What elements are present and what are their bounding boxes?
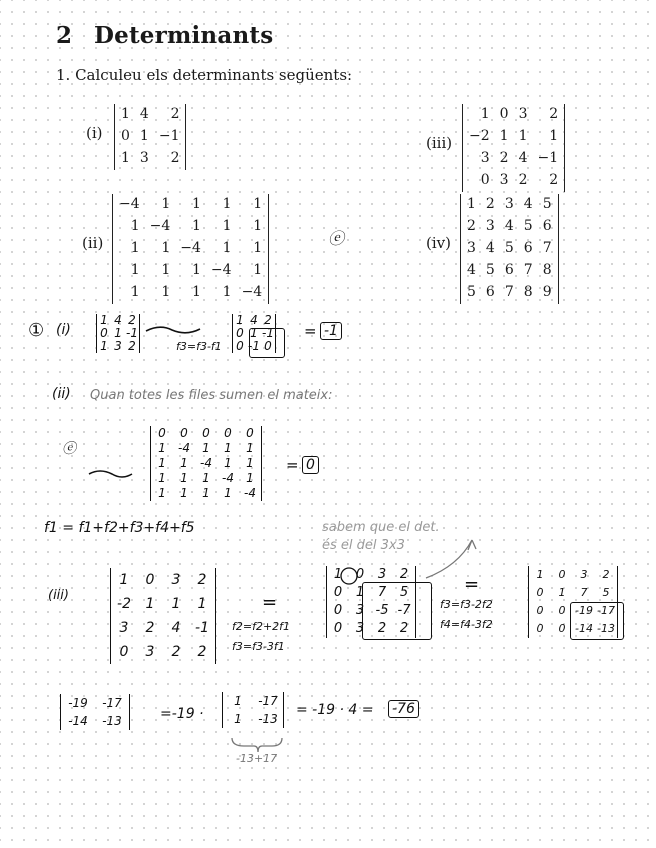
matrix-entry: 1: [161, 284, 171, 300]
matrix-entry: −4: [149, 218, 171, 234]
handwritten-entry: 1: [246, 456, 254, 470]
matrix-entry: −4: [119, 196, 140, 212]
matrix-entry: −4: [180, 240, 201, 256]
handwritten-entry: 1: [246, 471, 254, 485]
handwritten-entry: 1: [197, 596, 207, 612]
row-operation-iii-1: f2=f2+2f1: [232, 620, 291, 633]
handwritten-entry: 1: [114, 326, 122, 340]
handwritten-entry: 2: [264, 313, 272, 327]
matrix-entry: 1: [121, 106, 130, 122]
note-line-2: és el del 3x3: [322, 538, 405, 553]
row-operation-iii-3: f3=f3-2f2: [440, 598, 493, 611]
handwritten-entry: 1: [558, 586, 566, 599]
handwritten-entry: 3: [171, 572, 181, 588]
row-operation-i: f3=f3-f1: [176, 340, 222, 353]
matrix-entry: 7: [523, 262, 533, 278]
matrix-entry: 6: [485, 284, 495, 300]
matrix-entry: 1: [139, 128, 149, 144]
equals-i: =: [304, 322, 317, 340]
handwritten-entry: 1: [180, 456, 188, 470]
handwritten-entry: 0: [333, 603, 343, 618]
matrix-entry: 5: [504, 240, 514, 256]
matrix-entry: 2: [485, 196, 495, 212]
handwritten-entry: 1: [100, 339, 108, 353]
handwritten-row: [111, 640, 215, 664]
matrix-entry: 5: [542, 196, 552, 212]
submatrix-box-i: [249, 328, 285, 358]
handwritten-entry: 7: [580, 586, 588, 599]
side-annotation-mark: ⓔ: [328, 229, 345, 248]
note-line-1: sabem que el det.: [322, 520, 440, 535]
matrix-entry: 5: [485, 262, 495, 278]
result-ii: 0: [302, 456, 319, 474]
label-ii: (ii): [82, 234, 104, 252]
handwritten-entry: 1: [536, 568, 544, 581]
handwritten-entry: 1: [234, 712, 242, 726]
handwritten-row: [111, 568, 215, 592]
equivalence-tilde-ii: [89, 471, 132, 477]
solution-ii-label: (ii): [52, 386, 71, 402]
matrix-entry: 3: [139, 150, 149, 166]
matrix-entry: 5: [467, 284, 476, 300]
handwritten-entry: 3: [377, 567, 387, 582]
handwritten-entry: 4: [250, 313, 258, 327]
handwritten-entry: 3: [355, 621, 365, 636]
matrix-entry: 1: [222, 240, 232, 256]
brace-note: -13+17: [236, 752, 278, 765]
handwritten-row: [529, 566, 617, 584]
handwritten-entry: 1: [180, 486, 188, 500]
handwritten-entry: 3: [114, 339, 122, 353]
matrix-entry: 6: [504, 262, 514, 278]
handwritten-entry: 1: [246, 441, 254, 455]
matrix-entry: 4: [467, 262, 476, 278]
matrix-entry: 1: [518, 128, 528, 144]
equals-iii-2: =: [464, 574, 480, 595]
handwritten-matrix-ii: [150, 426, 262, 501]
solution-ii-mark: ⓔ: [62, 441, 76, 457]
matrix-entry: −1: [537, 150, 559, 166]
handwritten-entry: -2: [117, 596, 131, 612]
handwritten-entry: 0: [558, 604, 566, 617]
matrix-entry: 1: [130, 262, 140, 278]
handwritten-entry: 1: [202, 486, 210, 500]
handwritten-entry: -17: [258, 694, 278, 708]
matrix-entry: 3: [499, 172, 509, 188]
handwritten-entry: -4: [178, 441, 190, 455]
handwritten-entry: 0: [100, 326, 108, 340]
handwritten-entry: -1: [248, 339, 260, 353]
matrix-entry: 1: [192, 262, 201, 278]
handwritten-entry: 3: [580, 568, 588, 581]
handwritten-entry: 1: [158, 471, 166, 485]
label-i: (i): [86, 124, 103, 142]
handwritten-entry: 0: [536, 586, 544, 599]
matrix-entry: 2: [170, 106, 180, 122]
matrix-entry: 1: [480, 106, 490, 122]
handwritten-entry: 1: [171, 596, 181, 612]
handwritten-row: [111, 616, 215, 640]
handwritten-entry: -7: [397, 603, 411, 618]
handwritten-entry: 1: [224, 441, 232, 455]
handwritten-entry: 1: [250, 326, 258, 340]
handwritten-entry: -19: [68, 696, 88, 710]
result-i: -1: [320, 322, 342, 340]
handwritten-entry: 1: [202, 471, 210, 485]
handwritten-entry: 7: [377, 585, 387, 600]
matrix-entry: 2: [467, 218, 476, 234]
matrix-entry: 6: [542, 218, 552, 234]
handwritten-entry: -14: [575, 622, 593, 635]
matrix-entry: 4: [139, 106, 149, 122]
matrix-entry: 1: [192, 218, 201, 234]
matrix-entry: 3: [485, 218, 495, 234]
handwritten-entry: -17: [597, 604, 615, 617]
section-number: 2: [56, 22, 73, 49]
handwritten-entry: 2: [602, 568, 610, 581]
matrix-entry: 3: [467, 240, 476, 256]
matrix-entry: 1: [253, 218, 263, 234]
handwritten-entry: 2: [377, 621, 387, 636]
solution-ii-note: Quan totes les files sumen el mateix:: [90, 388, 333, 403]
handwritten-row: [151, 456, 261, 471]
handwritten-entry: -4: [244, 486, 256, 500]
handwritten-row: [151, 441, 261, 456]
matrix-entry: 1: [253, 240, 263, 256]
matrix-entry: 1: [192, 284, 201, 300]
handwritten-entry: 1: [158, 456, 166, 470]
handwritten-entry: 0: [558, 622, 566, 635]
label-iii: (iii): [426, 134, 453, 152]
handwritten-entry: -4: [200, 456, 212, 470]
equivalence-tilde: [146, 327, 200, 333]
matrix-entry: 5: [523, 218, 533, 234]
handwritten-entry: 2: [128, 339, 136, 353]
matrix-entry: 3: [504, 196, 514, 212]
matrix-entry: 6: [523, 240, 533, 256]
handwritten-entry: 1: [158, 486, 166, 500]
handwritten-entry: -4: [222, 471, 234, 485]
handwritten-entry: 0: [145, 572, 155, 588]
matrix-entry: 2: [549, 172, 559, 188]
matrix-entry: 1: [253, 196, 263, 212]
handwritten-entry: 2: [399, 567, 409, 582]
underbrace: [232, 738, 282, 752]
matrix-entry: 1: [192, 196, 201, 212]
handwritten-entry: -13: [597, 622, 615, 635]
handwritten-entry: 1: [224, 486, 232, 500]
result-iii: -76: [388, 700, 419, 718]
submatrix-box-iii-2: [362, 582, 432, 640]
matrix-entry: 1: [222, 196, 232, 212]
equals-iii-1: =: [262, 592, 278, 613]
handwritten-entry: 5: [399, 585, 409, 600]
handwritten-entry: 3: [145, 644, 155, 660]
handwritten-row: [61, 694, 129, 712]
matrix-entry: 2: [518, 172, 528, 188]
handwritten-row: [61, 712, 129, 730]
handwritten-entry: 1: [234, 694, 242, 708]
matrix-entry: 4: [485, 240, 495, 256]
handwritten-entry: 4: [114, 313, 122, 327]
handwritten-entry: 0: [333, 585, 343, 600]
exercise-statement: 1. Calculeu els determinants següents:: [56, 66, 353, 84]
row-sum-formula: f1 = f1+f2+f3+f4+f5: [44, 520, 195, 536]
handwritten-entry: 1: [119, 572, 129, 588]
handwritten-entry: 0: [158, 426, 166, 440]
matrix-entry: 4: [518, 150, 528, 166]
handwritten-entry: -13: [258, 712, 278, 726]
row-operation-iii-4: f4=f4-3f2: [440, 618, 493, 631]
handwritten-entry: 0: [246, 426, 254, 440]
handwritten-entry: 0: [536, 604, 544, 617]
handwritten-entry: -17: [102, 696, 122, 710]
matrix-entry: 7: [504, 284, 514, 300]
handwritten-entry: 3: [355, 603, 365, 618]
label-iv: (iv): [426, 234, 451, 252]
matrix-entry: 2: [549, 106, 559, 122]
matrix-entry: 1: [253, 262, 263, 278]
handwritten-entry: -14: [68, 714, 88, 728]
handwritten-entry: 0: [355, 567, 365, 582]
matrix-entry: 1: [130, 218, 140, 234]
handwritten-row: [151, 486, 261, 501]
handwritten-entry: 1: [145, 596, 155, 612]
matrix-entry: 1: [549, 128, 559, 144]
handwritten-entry: 5: [602, 586, 610, 599]
equals-iii-3: =-19 ·: [160, 706, 204, 722]
handwritten-entry: 0: [224, 426, 232, 440]
note-arrow: [426, 540, 472, 578]
matrix-entry: 0: [121, 128, 130, 144]
section-title: Determinants: [94, 22, 274, 49]
handwritten-row: [111, 592, 215, 616]
matrix-entry: 3: [480, 150, 490, 166]
handwritten-entry: -19: [575, 604, 593, 617]
handwritten-entry: 0: [333, 621, 343, 636]
handwritten-entry: 1: [236, 313, 244, 327]
matrix-entry: −4: [210, 262, 232, 278]
matrix-entry: 4: [504, 218, 514, 234]
handwritten-row: [151, 471, 261, 486]
handwritten-row: [223, 710, 283, 728]
matrix-entry: 1: [130, 240, 140, 256]
handwritten-entry: 3: [119, 620, 129, 636]
matrix-entry: 1: [161, 262, 171, 278]
handwritten-entry: 0: [536, 622, 544, 635]
handwritten-entry: 0: [180, 426, 188, 440]
solution-i-label: (i): [56, 322, 71, 338]
handwritten-entry: 1: [202, 441, 210, 455]
handwritten-entry: 1: [180, 471, 188, 485]
handwritten-entry: 0: [264, 339, 272, 353]
matrix-entry: −1: [158, 128, 180, 144]
matrix-entry: 8: [542, 262, 552, 278]
matrix-entry: 7: [542, 240, 552, 256]
matrix-entry: 1: [499, 128, 509, 144]
handwritten-entry: -5: [375, 603, 389, 618]
row-operation-iii-2: f3=f3-3f1: [232, 640, 285, 653]
matrix-entry: 3: [518, 106, 528, 122]
handwritten-entry: -1: [126, 326, 138, 340]
handwritten-entry: 2: [145, 620, 155, 636]
solution-iii-label: (iii): [48, 588, 69, 603]
handwritten-entry: 4: [171, 620, 181, 636]
matrix-entry: 0: [499, 106, 509, 122]
solution-marker: ①: [28, 320, 45, 341]
matrix-entry: −2: [469, 128, 490, 144]
matrix-entry: 1: [222, 284, 232, 300]
handwritten-matrix-iii-1: [110, 568, 216, 664]
handwritten-entry: 0: [558, 568, 566, 581]
matrix-entry: 0: [480, 172, 490, 188]
handwritten-entry: -1: [262, 326, 274, 340]
handwritten-entry: 1: [100, 313, 108, 327]
matrix-entry: 1: [222, 218, 232, 234]
handwritten-row: [223, 692, 283, 710]
equals-iii-4: = -19 · 4 =: [296, 702, 374, 718]
submatrix-box-iii-3: [570, 602, 624, 640]
handwritten-row: [151, 426, 261, 441]
handwritten-entry: 2: [171, 644, 181, 660]
handwritten-entry: -13: [102, 714, 122, 728]
matrix-entry: 2: [499, 150, 509, 166]
matrix-entry: 9: [542, 284, 552, 300]
handwritten-row: [529, 584, 617, 602]
matrix-entry: 1: [467, 196, 476, 212]
handwritten-entry: 1: [158, 441, 166, 455]
matrix-entry: 1: [121, 150, 130, 166]
matrix-entry: 2: [170, 150, 180, 166]
handwritten-entry: 1: [224, 456, 232, 470]
matrix-entry: 8: [523, 284, 533, 300]
handwritten-entry: -1: [195, 620, 209, 636]
handwritten-entry: 0: [119, 644, 129, 660]
handwritten-entry: 1: [333, 567, 343, 582]
handwritten-entry: 0: [202, 426, 210, 440]
handwritten-entry: 2: [197, 644, 207, 660]
handwritten-matrix-2x2-b: [222, 692, 284, 728]
matrix-entry: −4: [241, 284, 263, 300]
handwritten-matrix-2x2-a: [60, 694, 130, 730]
matrix-entry: 4: [523, 196, 533, 212]
handwritten-entry: 0: [236, 326, 244, 340]
matrix-entry: 1: [130, 284, 140, 300]
matrix-entry: 1: [161, 240, 171, 256]
handwritten-entry: 0: [236, 339, 244, 353]
equals-ii: =: [286, 456, 299, 474]
handwritten-entry: 2: [399, 621, 409, 636]
handwritten-entry: 2: [128, 313, 136, 327]
handwritten-entry: 1: [355, 585, 365, 600]
matrix-entry: 1: [161, 196, 171, 212]
handwritten-entry: 2: [197, 572, 207, 588]
